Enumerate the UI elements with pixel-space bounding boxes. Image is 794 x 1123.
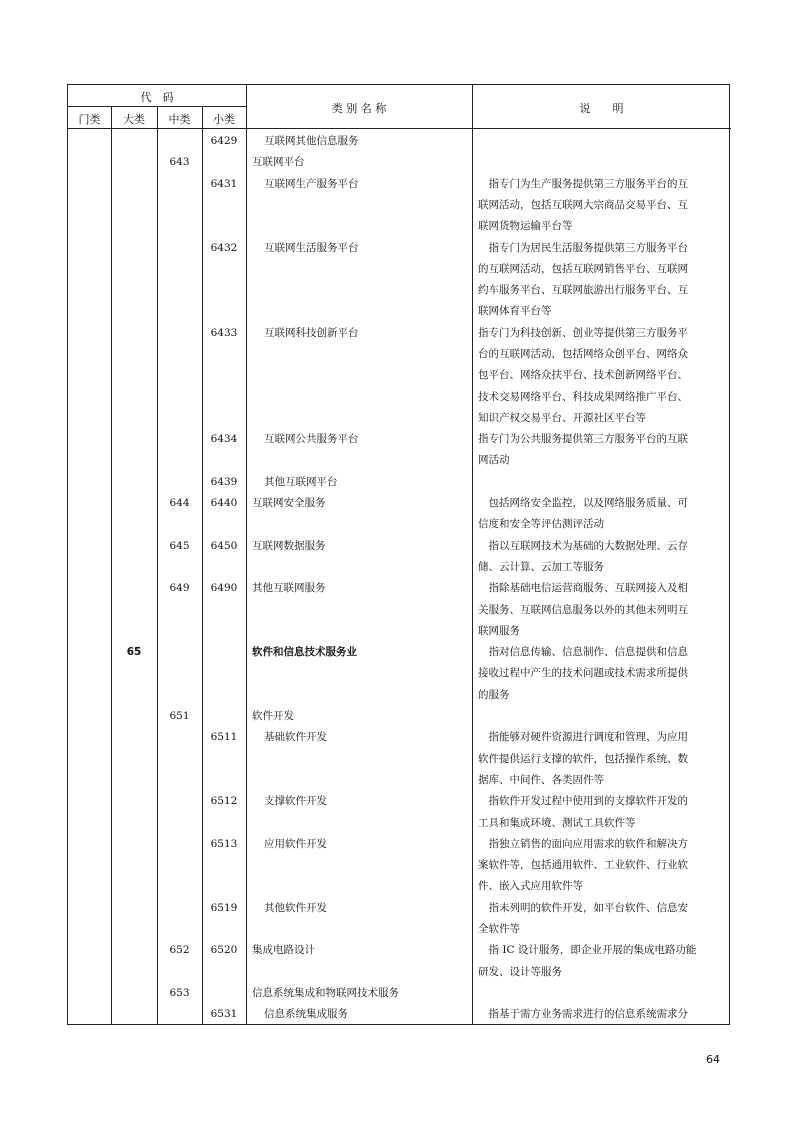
header-col-desc: 说 明 xyxy=(579,102,624,115)
header-col-zhong: 中类 xyxy=(168,113,191,126)
category-description xyxy=(478,323,724,429)
header-col-xiao: 小类 xyxy=(213,113,235,126)
description-line: 指以互联网技术为基础的大数据处理、云存 xyxy=(478,539,688,552)
category-name: 互联网安全服务 xyxy=(252,497,326,510)
code-xiao: 6490 xyxy=(210,582,238,595)
category-name: 基础软件开发 xyxy=(264,731,327,744)
code-da: 65 xyxy=(126,646,142,659)
code-zhong: 644 xyxy=(169,497,190,510)
description-line: 指专门为科技创新、创业等提供第三方服务平 xyxy=(478,326,688,339)
category-name: 互联网生活服务平台 xyxy=(264,241,359,254)
col-divider-men xyxy=(111,106,112,1024)
category-description xyxy=(478,940,724,983)
description-line: 联网货物运输平台等 xyxy=(478,220,573,233)
category-name: 集成电路设计 xyxy=(252,944,315,957)
category-name: 互联网公共服务平台 xyxy=(264,433,359,446)
category-description xyxy=(478,791,724,834)
code-xiao: 6431 xyxy=(210,177,238,190)
category-name: 互联网数据服务 xyxy=(252,539,326,552)
code-xiao: 6520 xyxy=(210,944,238,957)
code-xiao: 6531 xyxy=(210,1008,238,1021)
description-line: 包括网络安全监控，以及网络服务质量、可 xyxy=(478,497,688,510)
description-line: 指基于需方业务需求进行的信息系统需求分 xyxy=(478,1008,688,1021)
description-line: 全软件等 xyxy=(478,923,520,936)
header-bottom-rule xyxy=(68,128,731,129)
col-divider-da xyxy=(157,106,158,1024)
header-col-da: 大类 xyxy=(123,113,145,126)
description-line: 指未列明的软件开发，如平台软件、信息安 xyxy=(478,901,688,914)
description-line: 约车服务平台、互联网旅游出行服务平台、互 xyxy=(478,284,688,297)
category-name: 其他互联网平台 xyxy=(264,475,338,488)
description-line: 指能够对硬件资源进行调度和管理、为应用 xyxy=(478,731,688,744)
description-line: 的互联网活动，包括互联网销售平台、互联网 xyxy=(478,262,688,275)
code-zhong: 649 xyxy=(169,582,190,595)
description-line: 储、云计算、云加工等服务 xyxy=(478,560,604,573)
col-divider-xiao xyxy=(246,85,247,1024)
code-zhong: 652 xyxy=(169,944,190,957)
category-description xyxy=(478,727,724,791)
description-line: 工具和集成环境、测试工具软件等 xyxy=(478,816,636,829)
category-name: 互联网其他信息服务 xyxy=(264,135,359,147)
header-mid-rule xyxy=(68,106,246,107)
header-code-group: 代 码 xyxy=(140,91,174,104)
description-line: 包平台、网络众扶平台、技术创新网络平台、 xyxy=(478,369,688,382)
description-line: 信度和安全等评估测评活动 xyxy=(478,518,604,531)
category-description xyxy=(478,493,724,536)
description-line: 研发、设计等服务 xyxy=(478,965,562,978)
code-xiao: 6519 xyxy=(210,901,238,914)
category-name: 支撑软件开发 xyxy=(264,795,327,808)
description-line: 接收过程中产生的技术问题或技术需求所提供 xyxy=(478,667,688,680)
category-description xyxy=(478,429,724,472)
category-name: 互联网生产服务平台 xyxy=(264,177,359,190)
code-xiao: 6439 xyxy=(210,475,238,488)
header-col-name: 类 别 名 称 xyxy=(331,102,387,115)
description-line: 指专门为居民生活服务提供第三方服务平台 xyxy=(478,241,688,254)
code-zhong: 651 xyxy=(169,710,190,723)
description-line: 指软件开发过程中使用到的支撑软件开发的 xyxy=(478,795,688,808)
category-name: 其他软件开发 xyxy=(264,901,327,914)
description-line: 件、嵌入式应用软件等 xyxy=(478,880,583,893)
description-line: 的服务 xyxy=(478,688,510,701)
description-line: 知识产权交易平台、开源社区平台等 xyxy=(478,411,646,424)
category-description xyxy=(478,834,724,898)
description-line: 指专门为生产服务提供第三方服务平台的互 xyxy=(478,177,688,190)
code-xiao: 6433 xyxy=(210,326,238,339)
description-line: 网活动 xyxy=(478,454,510,467)
description-line: 联网体育平台等 xyxy=(478,305,552,318)
col-divider-name xyxy=(472,85,473,1024)
code-zhong: 653 xyxy=(169,987,190,999)
code-xiao: 6440 xyxy=(210,497,238,510)
category-name: 信息系统集成服务 xyxy=(264,1008,348,1021)
category-description xyxy=(478,238,724,323)
code-xiao: 6450 xyxy=(210,539,238,552)
description-line: 指除基础电信运营商服务、互联网接入及相 xyxy=(478,582,688,595)
category-name: 互联网平台 xyxy=(252,156,305,169)
category-description xyxy=(478,898,724,941)
page-number: 64 xyxy=(706,1053,720,1066)
description-line: 联网服务 xyxy=(478,624,520,637)
code-zhong: 645 xyxy=(169,539,190,552)
description-line: 据库、中间件、各类固件等 xyxy=(478,773,604,786)
code-xiao: 6432 xyxy=(210,241,238,254)
category-name: 应用软件开发 xyxy=(264,837,327,850)
category-description xyxy=(478,1004,724,1025)
category-description xyxy=(478,536,724,579)
category-name: 信息系统集成和物联网技术服务 xyxy=(252,987,399,999)
description-line: 指独立销售的面向应用需求的软件和解决方 xyxy=(478,837,688,850)
code-xiao: 6434 xyxy=(210,433,238,446)
description-line: 技术交易网络平台、科技成果网络推广平台、 xyxy=(478,390,688,403)
description-line: 联网活动，包括互联网大宗商品交易平台、互 xyxy=(478,198,688,211)
description-line: 指 IC 设计服务，即企业开展的集成电路功能 xyxy=(478,944,697,957)
category-description xyxy=(478,578,724,642)
category-name: 其他互联网服务 xyxy=(252,582,326,595)
code-xiao: 6511 xyxy=(210,731,238,744)
code-zhong: 643 xyxy=(169,156,190,169)
category-name: 软件开发 xyxy=(252,710,294,723)
description-line: 指专门为公共服务提供第三方服务平台的互联 xyxy=(478,433,688,446)
category-name: 软件和信息技术服务业 xyxy=(252,646,357,659)
description-line: 案软件等，包括通用软件、工业软件、行业软 xyxy=(478,859,688,872)
classification-table xyxy=(67,84,730,1025)
description-line: 软件提供运行支撑的软件，包括操作系统、数 xyxy=(478,752,688,765)
code-xiao: 6429 xyxy=(210,135,238,147)
description-line: 关服务、互联网信息服务以外的其他未列明互 xyxy=(478,603,688,616)
category-description xyxy=(478,174,724,238)
category-description xyxy=(478,642,724,706)
code-xiao: 6512 xyxy=(210,795,238,808)
description-line: 指对信息传输、信息制作、信息提供和信息 xyxy=(478,646,688,659)
description-line: 台的互联网活动，包括网络众创平台、网络众 xyxy=(478,347,688,360)
category-name: 互联网科技创新平台 xyxy=(264,326,359,339)
code-xiao: 6513 xyxy=(210,837,238,850)
header-col-men: 门类 xyxy=(78,113,101,126)
